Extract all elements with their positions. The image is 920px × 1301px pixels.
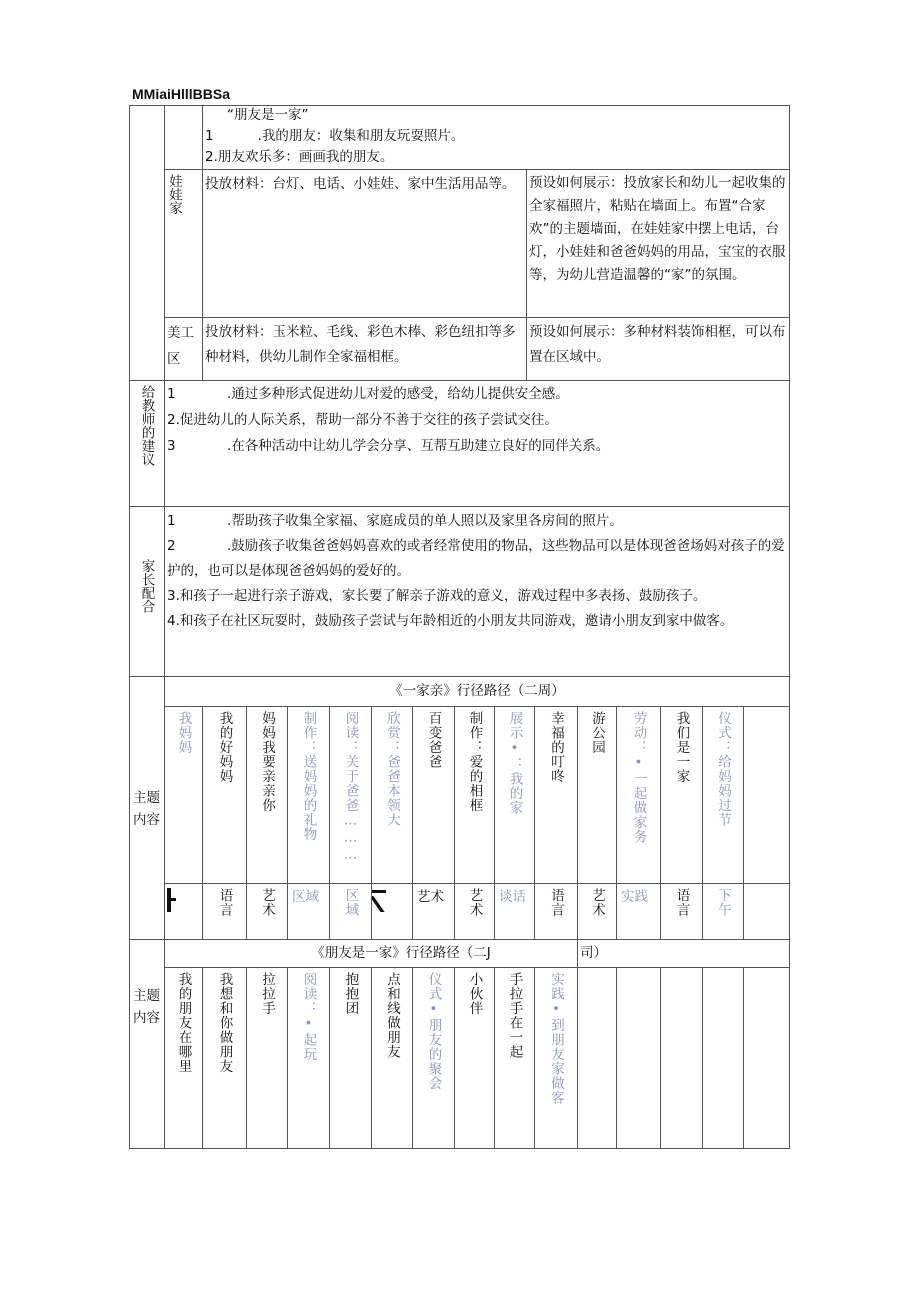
week2-label: 主题内容: [129, 940, 165, 1149]
category-label: 语言: [673, 888, 690, 917]
topic-cell: [535, 968, 578, 1149]
topic-title: 我妈妈: [175, 711, 192, 755]
intro-title: “朋友是一家”: [227, 107, 309, 123]
topic-cell: [578, 707, 617, 884]
category-cell: [165, 884, 203, 940]
item-number: 2: [167, 538, 176, 554]
topic-cell: [247, 707, 288, 884]
topic-cell: [703, 707, 744, 884]
category-cell: [744, 884, 790, 940]
blank-section-label: [129, 105, 165, 381]
topic-cell: [495, 968, 535, 1149]
item-text: 4.和孩子在社区玩耍时，鼓励孩子尝试与年龄相近的小朋友共同游戏，邀请小朋友到家中做客。: [167, 613, 734, 629]
list-item: [167, 534, 787, 584]
category-cell: [413, 884, 455, 940]
category-cell: [578, 884, 617, 940]
topic-title: 仪式：给妈妈过节: [715, 711, 731, 827]
category-label: 语言: [548, 888, 564, 917]
item-text: 2.促进幼儿的人际关系，帮助一部分不善于交往的孩子尝试交往。: [167, 412, 558, 428]
category-cell: [455, 884, 495, 940]
wawajia-display: 预设如何展示：投放家长和幼儿一起收集的全家福照片，粘贴在墙面上。布置“合家欢”的主题墙面，在娃娃家中摆上电话，台灯，小娃娃和爸爸妈妈的用品，宝宝的衣服等，为幼儿营造温馨的“家”的氛围。: [527, 170, 790, 318]
category-label: 实践: [621, 889, 648, 905]
category-label: 区域: [342, 888, 359, 917]
item-text: .我的朋友：收集和朋友玩耍照片。: [257, 128, 465, 144]
category-cell: [330, 884, 372, 940]
item-text: .帮助孩子收集全家福、家庭成员的单人照以及家里各房间的照片。: [227, 513, 623, 529]
topic-cell: [372, 707, 413, 884]
category-cell: [703, 884, 744, 940]
topic-cell: [744, 707, 790, 884]
topic-title: 小伙伴: [466, 972, 483, 1016]
list-item: [167, 407, 787, 433]
category-label: 语言: [216, 888, 233, 917]
list-item: [167, 609, 787, 634]
item-number: 1: [167, 513, 176, 529]
topic-cell: [203, 707, 247, 884]
topic-cell: [165, 968, 203, 1149]
topic-title: 仪式•朋友的聚会: [425, 972, 442, 1091]
meigong-label: 美工区: [165, 318, 203, 381]
category-label: 艺术: [589, 888, 605, 917]
item-text: .鼓励孩子收集爸爸妈妈喜欢的或者经常使用的物品，这些物品可以是体现爸爸场妈对孩子的爱护的，也可以是体现爸爸妈妈的爱好的。: [167, 538, 785, 579]
item-number: 1: [205, 128, 214, 144]
topic-cell: [330, 707, 372, 884]
list-item: [167, 381, 787, 407]
topic-cell: [165, 707, 203, 884]
topic-title: 我的朋友在哪里: [175, 972, 192, 1074]
topic-cell: [495, 707, 535, 884]
topic-title: 抱抱团: [342, 972, 359, 1016]
topic-title: 百变爸爸: [425, 711, 442, 769]
list-item: [167, 584, 787, 609]
category-cell: [247, 884, 288, 940]
list-item: [167, 433, 787, 459]
rule-mark: [167, 898, 176, 901]
topic-cell: [703, 968, 744, 1149]
topic-cell: [372, 968, 413, 1149]
rule-mark: [372, 890, 386, 893]
topic-title: 我的好妈妈: [216, 711, 233, 784]
category-label: 区域: [292, 889, 319, 905]
topic-title: 手拉手在一起: [506, 972, 523, 1059]
week2-title-tail: 司）: [578, 940, 790, 968]
category-label: 下午: [715, 888, 731, 917]
wawajia-materials: 投放材料：台灯、电话、小娃娃、家中生活用品等。: [203, 170, 527, 318]
topic-cell: [661, 968, 703, 1149]
week2-title: 《朋友是一家》行径路径（二J: [165, 940, 578, 968]
topic-title: 劳动：•一起做家务: [630, 711, 647, 844]
item-text: .通过多种形式促进幼儿对爱的感受，给幼儿提供安全感。: [227, 386, 569, 402]
meigong-materials: 投放材料：玉米粒、毛线、彩色木棒、彩色纽扣等多种材料，供幼儿制作全家福相框。: [203, 318, 527, 381]
topic-title: 制作：送妈妈的礼物: [300, 711, 317, 842]
category-cell: [495, 884, 535, 940]
meigong-display: 预设如何展示：多种材料装饰相框，可以布置在区域中。: [527, 318, 790, 381]
item-text: 3.和孩子一起进行亲子游戏，家长要了解亲子游戏的意义，游戏过程中多表扬、鼓励孩子。: [167, 588, 707, 604]
topic-title: 阅读：关于爸爸………: [342, 711, 359, 864]
week1-title: 《一家亲》行径路径（二周）: [165, 677, 790, 707]
parents-cooperation: [165, 507, 790, 677]
document-header: MMiaiHlllBBSa: [132, 86, 231, 102]
topic-title: 幸福的叮咚: [548, 711, 564, 784]
wawajia-label: 娃娃家: [166, 174, 182, 215]
blank-cell: [165, 105, 203, 170]
wawajia-label-cell: [165, 170, 203, 318]
topic-cell: [661, 707, 703, 884]
category-label: 艺术: [466, 888, 483, 917]
topic-cell: [330, 968, 372, 1149]
topic-cell: [455, 968, 495, 1149]
category-cell: [617, 884, 661, 940]
list-item: [167, 509, 787, 534]
topic-cell: [617, 968, 661, 1149]
teacher-label-cell: [129, 381, 165, 507]
topic-title: 我们是一家: [673, 711, 690, 784]
topic-title: 我想和你做朋友: [216, 972, 233, 1074]
category-label: 谈话: [499, 889, 526, 905]
parents-label: 家长配合: [138, 559, 155, 613]
item-number: 3: [167, 438, 176, 454]
topic-cell: [288, 707, 330, 884]
topic-cell: [203, 968, 247, 1149]
topic-cell: [413, 707, 455, 884]
topic-title: 拉拉手: [259, 972, 275, 1016]
category-cell: [203, 884, 247, 940]
topic-cell: [535, 707, 578, 884]
topic-cell: [288, 968, 330, 1149]
topic-title: 点和线做朋友: [384, 972, 400, 1059]
topic-cell: [247, 968, 288, 1149]
topic-title: 展示•：我的家: [506, 711, 523, 815]
teacher-label: 给教师的建议: [138, 385, 155, 466]
teacher-suggestions: [165, 381, 790, 507]
category-label: 艺术: [259, 888, 275, 917]
topic-title: 欣赏：爸爸本领大: [384, 711, 400, 827]
topic-title: 制作：爱的相框: [466, 711, 483, 813]
intro-line-1: [205, 126, 787, 147]
item-text: .在各种活动中让幼儿学会分享、互帮互助建立良好的同伴关系。: [227, 438, 610, 454]
category-label: 艺术: [417, 889, 444, 905]
intro-cell: [203, 105, 790, 170]
topic-cell: [744, 968, 790, 1149]
category-cell: [661, 884, 703, 940]
category-cell: [288, 884, 330, 940]
topic-title: 实践•到朋友家做客: [548, 972, 564, 1105]
topic-title: 阅读：•起玩: [300, 972, 317, 1062]
topic-cell: [455, 707, 495, 884]
week1-label: 主题内容: [129, 677, 165, 940]
topic-cell: [578, 968, 617, 1149]
topic-title: 游公园: [589, 711, 605, 755]
intro-line-2: 2.朋友欢乐多：画画我的朋友。: [205, 149, 394, 165]
parents-label-cell: [129, 507, 165, 677]
topic-title: 妈妈我要亲亲你: [259, 711, 275, 813]
topic-cell: [617, 707, 661, 884]
topic-cell: [413, 968, 455, 1149]
category-cell: [535, 884, 578, 940]
item-number: 1: [167, 386, 176, 402]
rule-mark: [372, 896, 385, 912]
category-cell: [372, 884, 413, 940]
